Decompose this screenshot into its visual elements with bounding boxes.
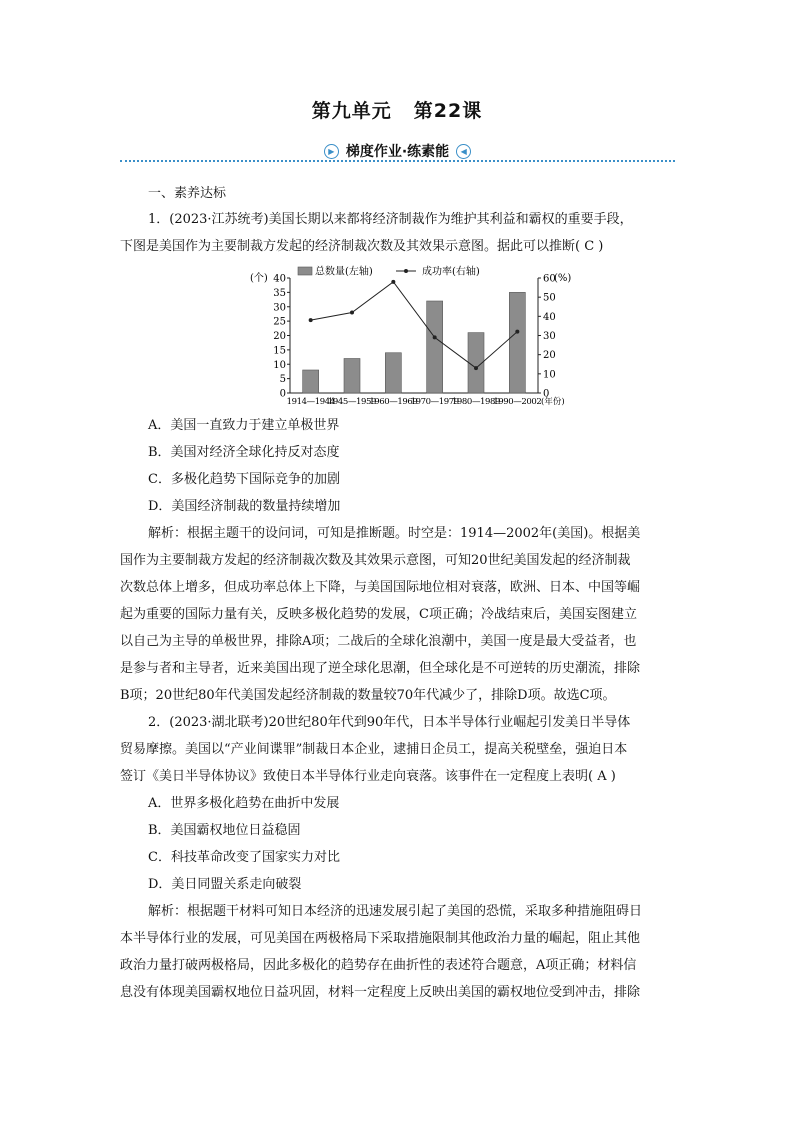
q1-analysis-line: 起为重要的国际力量有关，反映多极化趋势的发展，C项正确；冷战结束后，美国妄图建立 (120, 607, 637, 622)
q2-analysis-line: 解析：根据题干材料可知日本经济的迅速发展引起了美国的恐慌，采取多种措施阻碍日 (148, 904, 643, 919)
right-tick-label: 10 (543, 369, 556, 381)
left-tick-label: 25 (273, 316, 286, 328)
q2-option-a: A．世界多极化趋势在曲折中发展 (148, 796, 340, 811)
success-rate-point (350, 311, 354, 315)
right-tick-label: 40 (543, 311, 556, 323)
right-tick-label: 30 (543, 331, 556, 342)
bar (303, 370, 319, 393)
success-rate-line (311, 282, 518, 368)
q1-analysis-line: 国作为主要制裁方发起的经济制裁次数及其效果示意图，可知20世纪美国发起的经济制裁 (120, 553, 631, 568)
left-tick-label: 0 (279, 388, 286, 400)
q1-analysis-line: 是参与者和主导者，近来美国出现了逆全球化思潮，但全球化是不可逆转的历史潮流，排除 (120, 661, 641, 676)
left-tick-label: 35 (273, 287, 286, 299)
bar (385, 353, 401, 393)
section-banner (120, 139, 675, 165)
q2-analysis-line: 政治力量打破两极格局，因此多极化的趋势存在曲折性的表述符合题意，A项正确；材料信 (120, 958, 637, 973)
q1-stem-line: 下图是美国作为主要制裁方发起的经济制裁次数及其效果示意图。据此可以推断( C ) (120, 239, 604, 254)
x-tick-label: 1945—1959 (327, 397, 377, 407)
q1-option-c: C．多极化趋势下国际竞争的加剧 (148, 472, 340, 487)
legend-line-label: 成功率(右轴) (422, 266, 480, 278)
success-rate-point (433, 335, 437, 339)
q1-option-a: A．美国一直致力于建立单极世界 (148, 418, 340, 433)
q1-analysis-line: 次数总体上增多，但成功率总体上下降，与美国国际地位相对衰落，欧洲、日本、中国等崛 (120, 580, 641, 595)
q1-analysis-line: B项；20世纪80年代美国发起经济制裁的数量较70年代减少了，排除D项。故选C项。 (120, 688, 616, 703)
q2-stem-line: 签订《美日半导体协议》致使日本半导体行业走向衰落。该事件在一定程度上表明( A ) (120, 769, 616, 784)
banner-label (120, 141, 675, 161)
success-rate-point (391, 280, 395, 284)
q1-option-b: B．美国对经济全球化持反对态度 (148, 445, 340, 460)
right-axis-unit: (%) (554, 273, 572, 284)
left-tick-label: 15 (273, 345, 286, 357)
lesson-title: 第22课 (413, 100, 483, 122)
q2-option-c: C．科技革命改变了国家实力对比 (148, 850, 340, 865)
left-tick-label: 40 (273, 273, 286, 285)
question-1-body (120, 412, 680, 1006)
q2-analysis-line: 本半导体行业的发展，可见美国在两极格局下采取措施限制其他政治力量的崛起，阻止其他 (120, 931, 641, 946)
q2-option-b: B．美国霸权地位日益稳固 (148, 823, 301, 838)
unit-title: 第九单元 (311, 100, 392, 122)
x-tick-label: 1914—1944 (286, 397, 335, 407)
bar (509, 292, 525, 393)
legend-bar-label: 总数量(左轴) (315, 266, 373, 278)
legend-bar-swatch (298, 267, 312, 275)
legend-line-marker (404, 269, 408, 273)
x-tick-label: 1980—1989 (451, 397, 501, 407)
q2-analysis-line: 息没有体现美国霸权地位日益巩固，材料一定程度上反映出美国的霸权地位受到冲击，排除 (120, 985, 641, 1000)
bar (427, 301, 443, 393)
q1-stem-line: 1．(2023·江苏统考)美国长期以来都将经济制裁作为维护其利益和霸权的重要手段， (148, 212, 633, 227)
banner-text: 梯度作业·练素能 (345, 144, 450, 160)
q2-stem-line: 2．(2023·湖北联考)20世纪80年代到90年代，日本半导体行业崛起引发美日半导体 (148, 715, 631, 730)
success-rate-point (515, 330, 519, 334)
left-tick-label: 30 (273, 302, 286, 314)
right-tick-label: 20 (543, 350, 556, 362)
x-axis-unit: (年份) (541, 397, 565, 407)
left-tick-label: 20 (273, 331, 286, 342)
success-rate-point (309, 318, 313, 322)
bar (344, 359, 360, 394)
question-1-stem (120, 206, 680, 260)
q2-stem-line: 贸易摩擦。美国以“产业间谍罪”制裁日本企业，逮捕日企员工，提高关税壁垒，强迫日本 (120, 742, 628, 757)
left-axis-unit: (个) (250, 273, 268, 284)
q1-option-d: D．美国经济制裁的数量持续增加 (148, 499, 341, 514)
q1-analysis-line: 以自己为主导的单极世界，排除A项；二战后的全球化浪潮中，美国一度是最大受益者，也 (120, 634, 637, 649)
right-tick-label: 60 (543, 273, 556, 285)
success-rate-point (474, 366, 478, 370)
x-tick-label: 1960—1969 (369, 397, 418, 407)
q1-analysis-line: 解析：根据主题干的设问词，可知是推断题。时空是：1914—2002年(美国)。根据美 (148, 526, 641, 541)
section-title: 一、素养达标 (148, 186, 227, 201)
q2-option-d: D．美日同盟关系走向破裂 (148, 877, 302, 892)
x-tick-label: 1990—2002 (493, 397, 542, 407)
x-tick-label: 1970—1979 (410, 397, 459, 407)
play-left-icon: ◀ (456, 144, 471, 159)
sanctions-chart (246, 264, 576, 409)
right-tick-label: 50 (543, 292, 556, 304)
left-tick-label: 5 (279, 374, 286, 386)
play-right-icon: ▶ (324, 144, 339, 159)
page-title (0, 96, 794, 123)
right-tick-label: 0 (543, 388, 550, 400)
left-tick-label: 10 (273, 359, 286, 371)
